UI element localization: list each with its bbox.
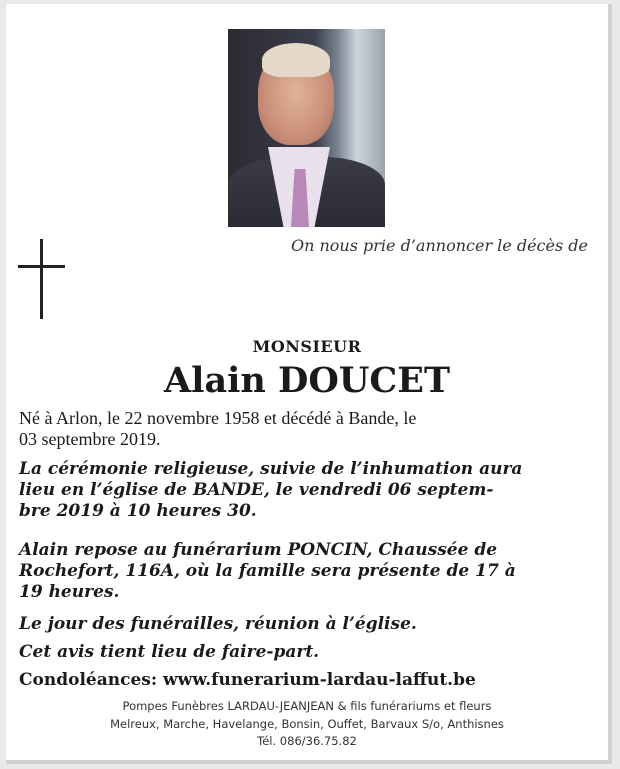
ceremony-info: La cérémonie religieuse, suivie de l’inhumation aura lieu en l’église de BANDE, le vendredi 06 septem- bre 2019 à 10 heures 30. — [19, 459, 523, 521]
obituary-notice — [6, 4, 612, 764]
deceased-name: Alain DOUCET — [164, 360, 450, 401]
funerarium-info: Alain repose au funérarium PONCIN, Chaussée de Rochefort, 116A, où la famille sera présente de 17 à 19 heures. — [19, 540, 516, 602]
birth-death-info: Né à Arlon, le 22 novembre 1958 et décédé à Bande, le 03 septembre 2019. — [19, 408, 417, 449]
announcement-text: On nous prie d’annoncer le décès de — [290, 236, 588, 255]
funeral-home-footer: Pompes Funèbres LARDAU-JEANJEAN & fils funérariums et fleurs Melreux, Marche, Havelange, Bonsin, Ouffet, Barvaux S/o, Anthisnes Tél. 086/36.75.82 — [110, 699, 504, 748]
honorific: MONSIEUR — [252, 337, 362, 356]
notice-text: Cet avis tient lieu de faire-part. — [19, 642, 320, 662]
funeral-day-info: Le jour des funérailles, réunion à l’église. — [19, 614, 417, 634]
condolences-link[interactable]: Condoléances: www.funerarium-lardau-laffut.be — [19, 670, 476, 690]
portrait-photo — [228, 29, 385, 227]
